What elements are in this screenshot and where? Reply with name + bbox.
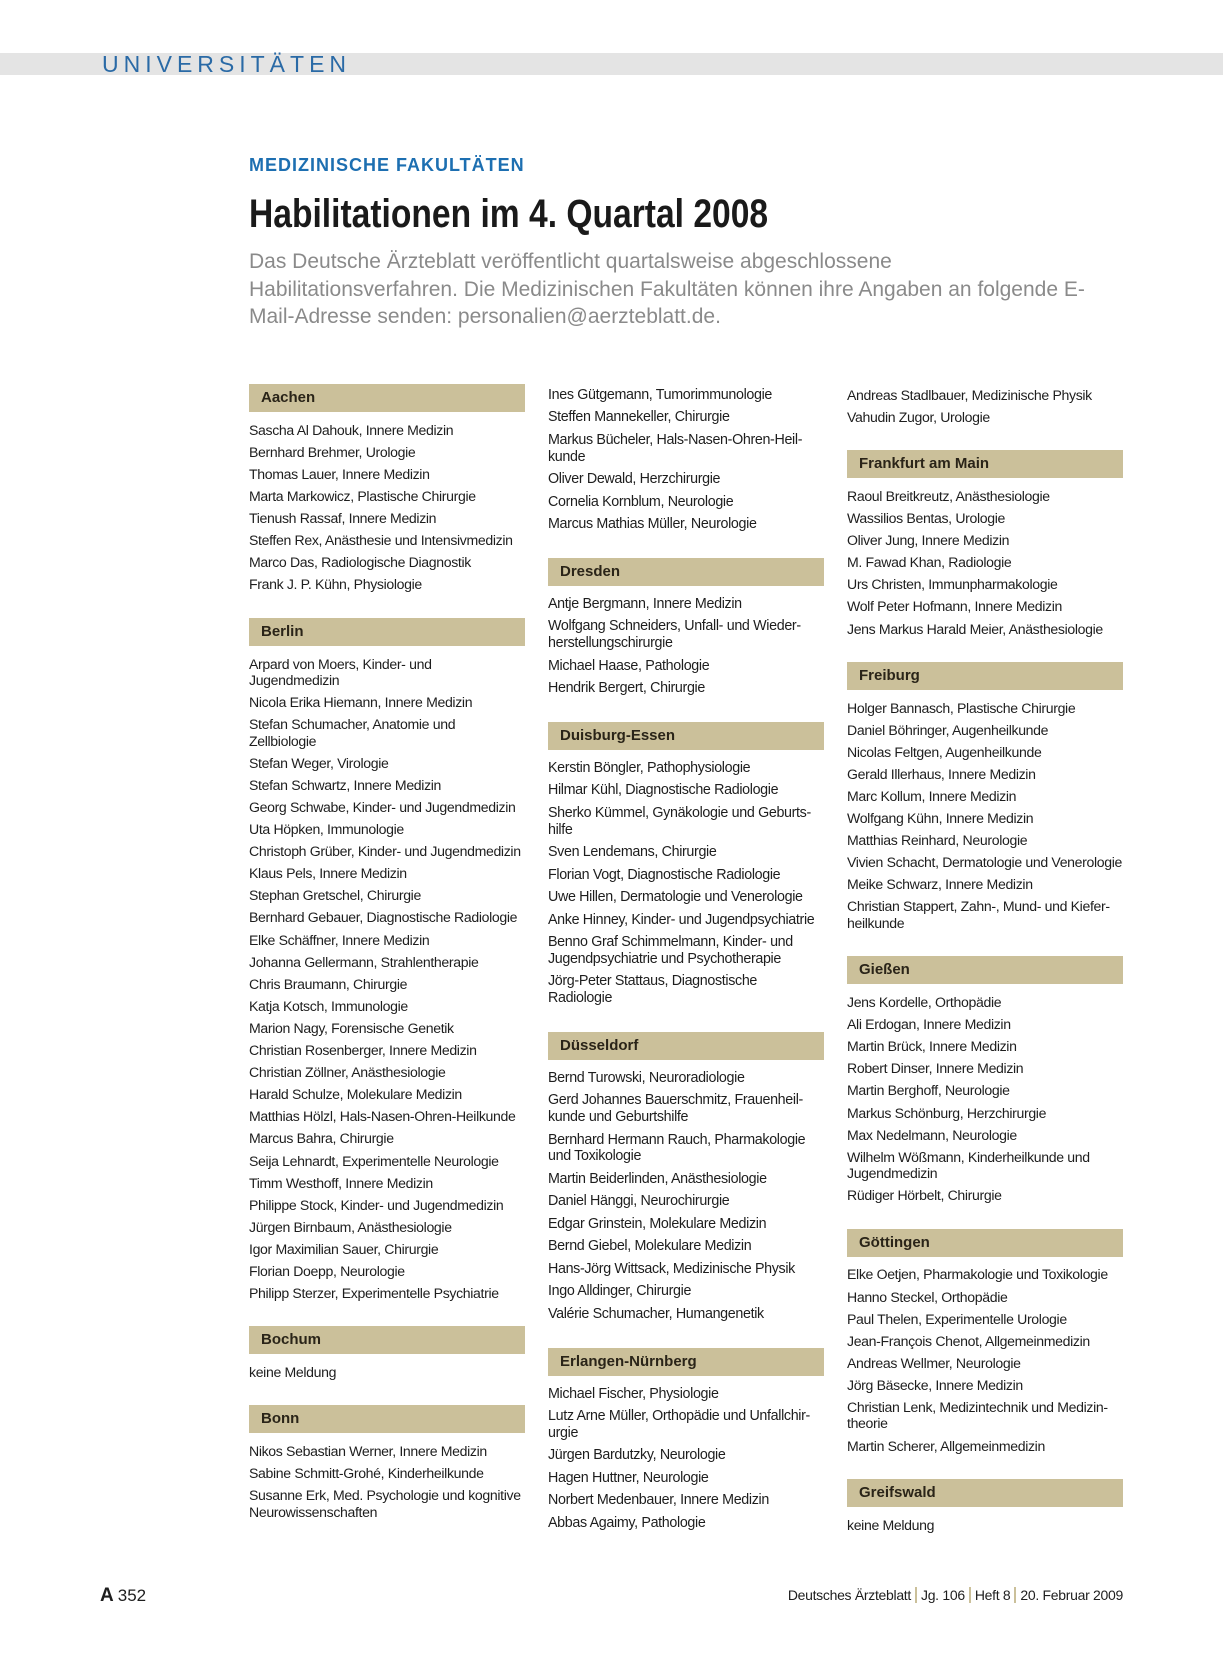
habilitation-entry: Steffen Rex, Anästhesie und Intensivmedizin (249, 532, 513, 549)
habilitation-entry: Frank J. P. Kühn, Physiologie (249, 576, 422, 593)
habilitation-entry: Oliver Dewald, Herzchirurgie (548, 471, 721, 488)
habilitation-entry: Sherko Kümmel, Gynäkologie und Geburtshilfe (548, 804, 812, 838)
city-group (249, 1405, 525, 1523)
city-group (847, 450, 1123, 640)
page-number-value: 352 (117, 1586, 147, 1605)
habilitation-columns (0, 384, 1223, 1564)
city-heading: Düsseldorf (548, 1032, 824, 1060)
habilitation-entry: Timm Westhoff, Innere Medizin (249, 1174, 433, 1191)
habilitation-entry: Hilmar Kühl, Diagnostische Radiologie (548, 782, 779, 799)
city-heading: Dresden (548, 558, 824, 586)
city-heading: Duisburg-Essen (548, 722, 824, 750)
habilitation-entry: Wilhelm Wößmann, Kinderheilkunde und Jugendmedizin (847, 1148, 1090, 1182)
habilitation-entry: Elke Oetjen, Pharmakologie und Toxikologie (847, 1266, 1108, 1283)
section-label: UNIVERSITÄTEN (102, 51, 352, 77)
habilitation-entry: Markus Schönburg, Herzchirurgie (847, 1104, 1047, 1121)
habilitation-entry: Rüdiger Hörbelt, Chirurgie (847, 1187, 1002, 1204)
habilitation-entry: Christoph Grüber, Kinder- und Jugendmedizin (249, 843, 521, 860)
habilitation-entry: Hendrik Bergert, Chirurgie (548, 680, 705, 697)
habilitation-entry: Katja Kotsch, Immunologie (249, 997, 408, 1014)
habilitation-entry: Martin Beiderlinden, Anästhesiologie (548, 1170, 767, 1187)
habilitation-entry: Marcus Mathias Müller, Neurologie (548, 516, 757, 533)
habilitation-entry: Seija Lehnardt, Experimentelle Neurologie (249, 1152, 499, 1169)
habilitation-entry: Bernhard Hermann Rauch, Pharmakologie und Toxikologie (548, 1131, 806, 1165)
city-group (847, 1229, 1123, 1457)
habilitation-entry: Sascha Al Dahouk, Innere Medizin (249, 421, 454, 438)
habilitation-entry: Stephan Gretschel, Chirurgie (249, 887, 421, 904)
habilitation-entry: Kerstin Böngler, Pathophysiologie (548, 759, 751, 776)
habilitation-entry: Daniel Böhringer, Augenheilkunde (847, 721, 1049, 738)
habilitation-entry: Edgar Grinstein, Molekulare Medizin (548, 1215, 767, 1232)
habilitation-entry: Cornelia Kornblum, Neurologie (548, 493, 734, 510)
habilitation-entry: Ali Erdogan, Innere Medizin (847, 1016, 1011, 1033)
habilitation-entry: Norbert Medenbauer, Innere Medizin (548, 1492, 769, 1509)
habilitation-entry: Nicola Erika Hiemann, Innere Medizin (249, 694, 473, 711)
city-group (847, 662, 1123, 934)
city-heading: Freiburg (847, 662, 1123, 690)
city-group-continued (548, 384, 824, 536)
habilitation-entry: keine Meldung (249, 1364, 337, 1381)
habilitation-entry: Wassilios Bentas, Urologie (847, 510, 1006, 527)
habilitation-entry: Gerald Illerhaus, Innere Medizin (847, 765, 1036, 782)
habilitation-entry: Bernhard Gebauer, Diagnostische Radiologie (249, 909, 518, 926)
habilitation-entry: Stefan Weger, Virologie (249, 754, 389, 771)
city-group (548, 558, 824, 700)
habilitation-entry: Gerd Johannes Bauerschmitz, Frauenheilkunde und Geburtshilfe (548, 1092, 804, 1126)
city-group (548, 722, 824, 1010)
journal-issue: Heft 8 (974, 1587, 1011, 1603)
habilitation-entry: Antje Bergmann, Innere Medizin (548, 595, 742, 612)
habilitation-entry: Tienush Rassaf, Innere Medizin (249, 510, 437, 527)
habilitation-entry: Klaus Pels, Innere Medizin (249, 865, 407, 882)
habilitation-entry: Sven Lendemans, Chirurgie (548, 844, 717, 861)
habilitation-entry: Ines Gütgemann, Tumorimmunologie (548, 386, 773, 403)
habilitation-entry: Michael Haase, Pathologie (548, 657, 710, 674)
habilitation-entry: Chris Braumann, Chirurgie (249, 975, 408, 992)
city-group (249, 384, 525, 596)
column-1 (249, 384, 525, 1545)
article-title: Habilitationen im 4. Quartal 2008 (249, 192, 769, 236)
habilitation-entry: Bernd Turowski, Neuroradiologie (548, 1069, 745, 1086)
habilitation-entry: Robert Dinser, Innere Medizin (847, 1060, 1024, 1077)
footer-separator (969, 1587, 971, 1603)
habilitation-entry: Vahudin Zugor, Urologie (847, 408, 990, 425)
city-heading: Aachen (249, 384, 525, 412)
habilitation-entry: Marcus Bahra, Chirurgie (249, 1130, 394, 1147)
habilitation-entry: Paul Thelen, Experimentelle Urologie (847, 1310, 1067, 1327)
habilitation-entry: Matthias Reinhard, Neurologie (847, 832, 1028, 849)
city-group (847, 1479, 1123, 1536)
city-heading: Frankfurt am Main (847, 450, 1123, 478)
habilitation-entry: keine Meldung (847, 1516, 935, 1533)
habilitation-entry: Anke Hinney, Kinder- und Jugendpsychiatrie (548, 911, 815, 928)
habilitation-entry: Nicolas Feltgen, Augenheilkunde (847, 743, 1042, 760)
city-group (548, 1348, 824, 1535)
habilitation-entry: Sabine Schmitt-Grohé, Kinderheilkunde (249, 1465, 484, 1482)
habilitation-entry: Florian Vogt, Diagnostische Radiologie (548, 866, 781, 883)
habilitation-entry: Wolf Peter Hofmann, Innere Medizin (847, 598, 1063, 615)
city-heading: Greifswald (847, 1479, 1123, 1507)
habilitation-entry: Vivien Schacht, Dermatologie und Venerologie (847, 854, 1123, 871)
habilitation-entry: Andreas Stadlbauer, Medizinische Physik (847, 386, 1092, 403)
habilitation-entry: Steffen Mannekeller, Chirurgie (548, 409, 730, 426)
city-group (249, 1326, 525, 1383)
habilitation-entry: Oliver Jung, Innere Medizin (847, 532, 1010, 549)
page-number (100, 1585, 146, 1607)
habilitation-entry: Jörg-Peter Stattaus, Diagnostische Radiologie (548, 973, 758, 1007)
city-group-continued (847, 384, 1123, 428)
habilitation-entry: Christian Lenk, Medizintechnik und Medizintheorie (847, 1398, 1109, 1432)
footer-separator (915, 1587, 917, 1603)
city-group (249, 618, 525, 1305)
page-letter: A (100, 1585, 114, 1606)
habilitation-entry: Wolfgang Kühn, Innere Medizin (847, 810, 1034, 827)
habilitation-entry: Meike Schwarz, Innere Medizin (847, 876, 1033, 893)
habilitation-entry: Marion Nagy, Forensische Genetik (249, 1019, 454, 1036)
habilitation-entry: Uwe Hillen, Dermatologie und Venerologie (548, 889, 803, 906)
habilitation-entry: Marta Markowicz, Plastische Chirurgie (249, 488, 476, 505)
city-heading: Gießen (847, 956, 1123, 984)
habilitation-entry: Susanne Erk, Med. Psychologie und kognitive Neurowissenschaften (249, 1487, 521, 1520)
habilitation-entry: Jean-François Chenot, Allgemeinmedizin (847, 1332, 1090, 1349)
city-heading: Bonn (249, 1405, 525, 1433)
habilitation-entry: Valérie Schumacher, Humangenetik (548, 1306, 764, 1323)
city-group (548, 1032, 824, 1326)
habilitation-entry: Elke Schäffner, Innere Medizin (249, 931, 430, 948)
journal-footer (788, 1587, 1123, 1603)
habilitation-entry: M. Fawad Khan, Radiologie (847, 554, 1012, 571)
city-heading: Göttingen (847, 1229, 1123, 1257)
city-heading: Berlin (249, 618, 525, 646)
habilitation-entry: Igor Maximilian Sauer, Chirurgie (249, 1240, 439, 1257)
kicker: MEDIZINISCHE FAKULTÄTEN (249, 155, 525, 175)
habilitation-entry: Martin Scherer, Allgemeinmedizin (847, 1437, 1045, 1454)
habilitation-entry: Marc Kollum, Innere Medizin (847, 788, 1017, 805)
habilitation-entry: Benno Graf Schimmelmann, Kinder- und Jugendpsychiatrie und Psychotherapie (548, 934, 793, 967)
habilitation-entry: Wolfgang Schneiders, Unfall- und Wiederherstellungschirurgie (548, 618, 802, 652)
habilitation-entry: Jürgen Birnbaum, Anästhesiologie (249, 1218, 452, 1235)
habilitation-entry: Jens Kordelle, Orthopädie (847, 994, 1002, 1011)
journal-volume: Jg. 106 (921, 1587, 965, 1603)
habilitation-entry: Christian Zöllner, Anästhesiologie (249, 1064, 446, 1081)
habilitation-entry: Jens Markus Harald Meier, Anästhesiologie (847, 620, 1103, 637)
habilitation-entry: Jörg Bäsecke, Innere Medizin (847, 1376, 1023, 1393)
habilitation-entry: Markus Bücheler, Hals-Nasen-Ohren-Heilkunde (548, 431, 803, 465)
habilitation-entry: Stefan Schwartz, Innere Medizin (249, 776, 442, 793)
habilitation-entry: Stefan Schumacher, Anatomie und Zellbiologie (249, 716, 456, 749)
city-heading: Bochum (249, 1326, 525, 1354)
city-heading: Erlangen-Nürnberg (548, 1348, 824, 1376)
habilitation-entry: Holger Bannasch, Plastische Chirurgie (847, 699, 1076, 716)
habilitation-entry: Martin Brück, Innere Medizin (847, 1038, 1017, 1055)
footer-separator (1014, 1587, 1016, 1603)
habilitation-entry: Lutz Arne Müller, Orthopädie und Unfallchirurgie (548, 1408, 811, 1441)
habilitation-entry: Raoul Breitkreutz, Anästhesiologie (847, 487, 1050, 504)
habilitation-entry: Abbas Agaimy, Pathologie (548, 1514, 706, 1531)
column-2 (548, 384, 824, 1557)
habilitation-entry: Matthias Hölzl, Hals-Nasen-Ohren-Heilkunde (249, 1108, 516, 1125)
habilitation-entry: Uta Höpken, Immunologie (249, 821, 404, 838)
habilitation-entry: Florian Doepp, Neurologie (249, 1262, 405, 1279)
habilitation-entry: Hagen Huttner, Neurologie (548, 1469, 709, 1486)
habilitation-entry: Philipp Sterzer, Experimentelle Psychiatrie (249, 1285, 499, 1302)
habilitation-entry: Georg Schwabe, Kinder- und Jugendmedizin (249, 799, 516, 816)
habilitation-entry: Nikos Sebastian Werner, Innere Medizin (249, 1443, 487, 1460)
habilitation-entry: Thomas Lauer, Innere Medizin (249, 465, 430, 482)
habilitation-entry: Max Nedelmann, Neurologie (847, 1126, 1017, 1143)
habilitation-entry: Jürgen Bardutzky, Neurologie (548, 1447, 726, 1464)
habilitation-entry: Urs Christen, Immunpharmakologie (847, 576, 1058, 593)
column-3 (847, 384, 1123, 1558)
habilitation-entry: Michael Fischer, Physiologie (548, 1385, 719, 1402)
habilitation-entry: Hans-Jörg Wittsack, Medizinische Physik (548, 1260, 795, 1277)
habilitation-entry: Johanna Gellermann, Strahlentherapie (249, 953, 479, 970)
habilitation-entry: Andreas Wellmer, Neurologie (847, 1354, 1021, 1371)
habilitation-entry: Daniel Hänggi, Neurochirurgie (548, 1193, 730, 1210)
journal-name: Deutsches Ärzteblatt (787, 1587, 911, 1603)
article-intro: Das Deutsche Ärzteblatt veröffentlicht quartalsweise abgeschlossene Habilitationsverfahren. Die Medizinischen Fakultäten können ihre Angaben an folgende E-Mail-Adresse senden: personalien@aerzteblatt.de. (249, 250, 1085, 328)
journal-date: 20. Februar 2009 (1020, 1587, 1123, 1603)
city-group (847, 956, 1123, 1206)
habilitation-entry: Christian Stappert, Zahn-, Mund- und Kieferheilkunde (847, 898, 1111, 931)
habilitation-entry: Philippe Stock, Kinder- und Jugendmedizin (249, 1196, 504, 1213)
habilitation-entry: Harald Schulze, Molekulare Medizin (249, 1086, 462, 1103)
habilitation-entry: Bernd Giebel, Molekulare Medizin (548, 1238, 752, 1255)
habilitation-entry: Bernhard Brehmer, Urologie (249, 443, 416, 460)
habilitation-entry: Marco Das, Radiologische Diagnostik (249, 554, 471, 571)
habilitation-entry: Christian Rosenberger, Innere Medizin (249, 1042, 477, 1059)
habilitation-entry: Arpard von Moers, Kinder- und Jugendmedizin (249, 655, 432, 689)
habilitation-entry: Hanno Steckel, Orthopädie (847, 1288, 1008, 1305)
habilitation-entry: Ingo Alldinger, Chirurgie (548, 1283, 692, 1300)
habilitation-entry: Martin Berghoff, Neurologie (847, 1082, 1010, 1099)
